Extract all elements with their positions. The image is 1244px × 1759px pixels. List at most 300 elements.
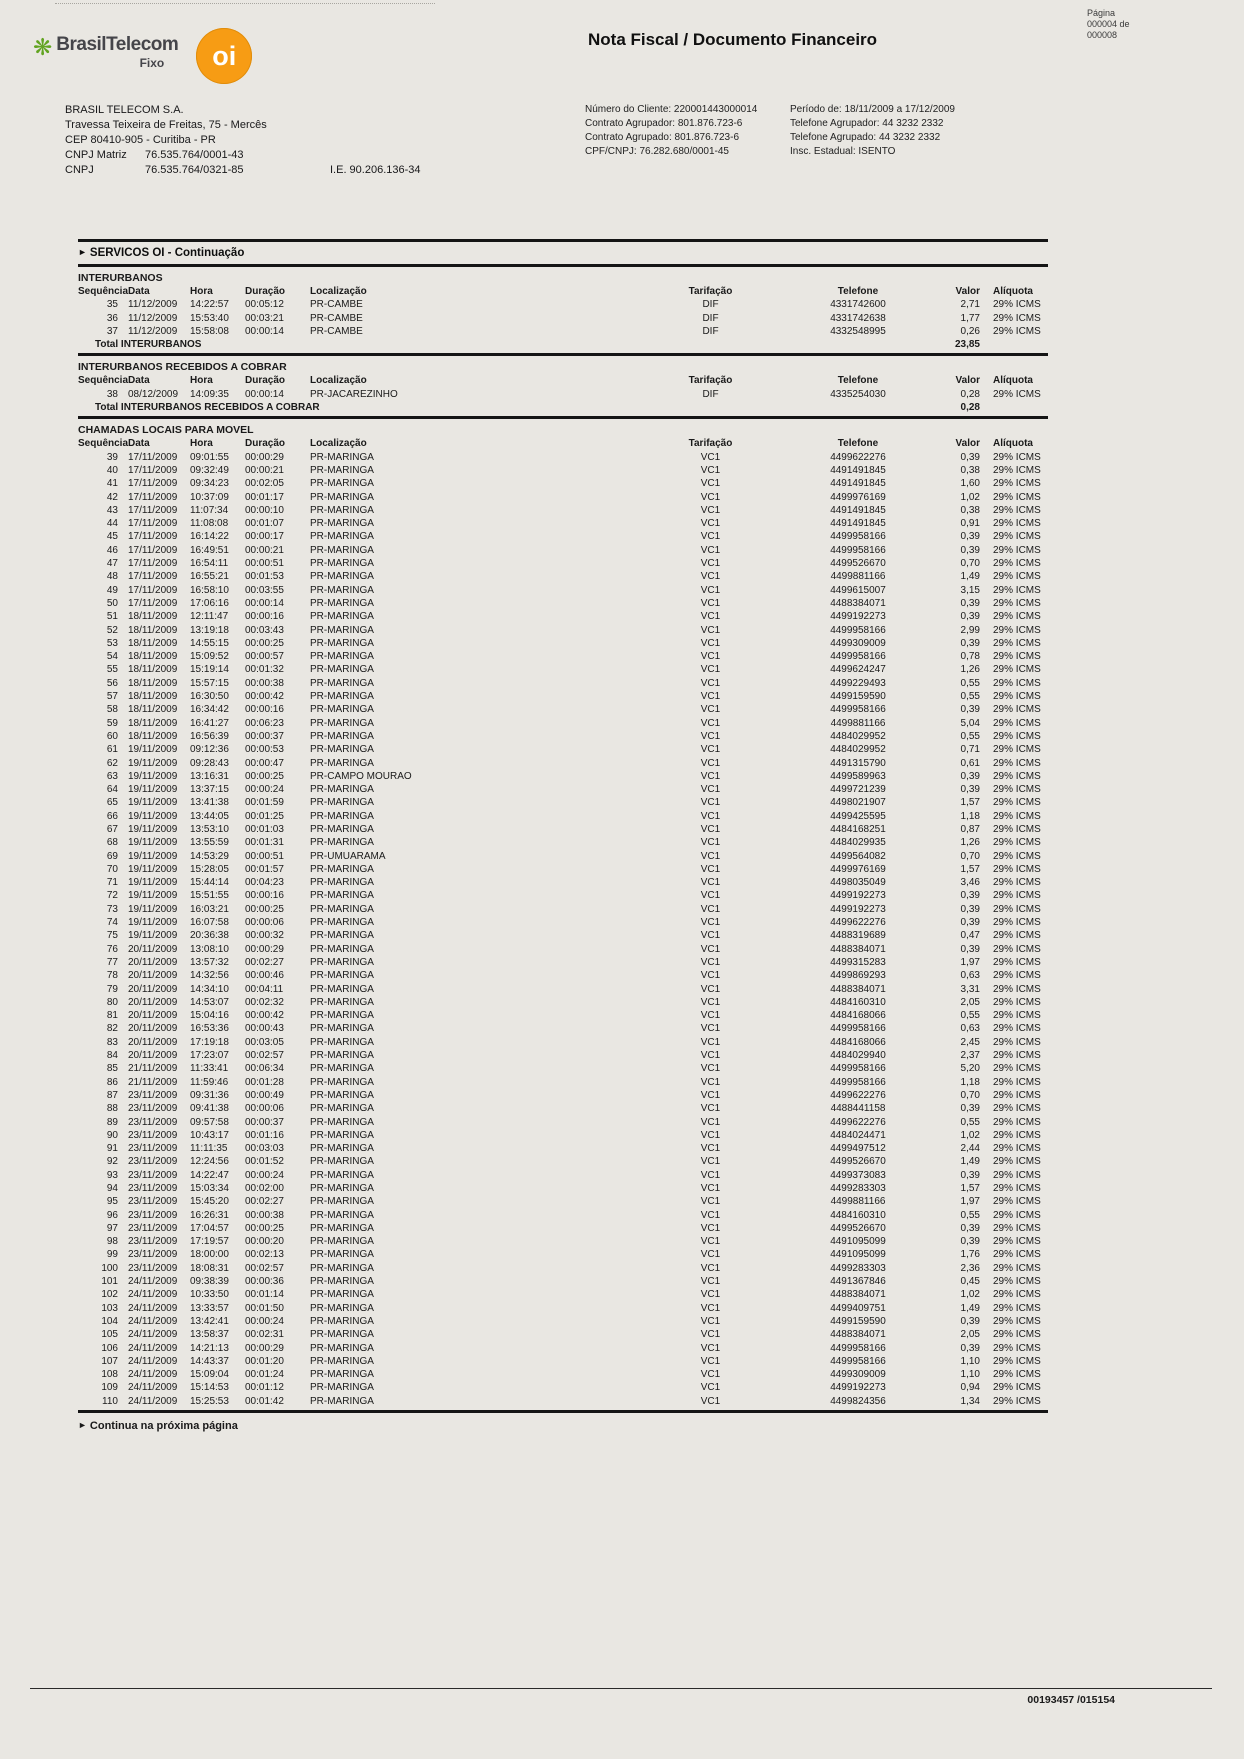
cell-duracao: 00:00:37 bbox=[245, 730, 284, 742]
cell-tarifacao: VC1 bbox=[700, 1089, 721, 1101]
cell-valor: 0,39 bbox=[960, 1222, 980, 1234]
cell-localizacao: PR-MARINGA bbox=[310, 1289, 374, 1301]
table-row bbox=[78, 663, 1048, 676]
cell-data: 24/11/2009 bbox=[128, 1342, 178, 1354]
cell-data: 19/11/2009 bbox=[128, 903, 178, 915]
cell-localizacao: PR-MARINGA bbox=[310, 1089, 374, 1101]
cell-telefone: 4498035049 bbox=[830, 877, 886, 889]
cell-data: 23/11/2009 bbox=[128, 1143, 178, 1155]
cell-duracao: 00:00:06 bbox=[245, 917, 284, 929]
cell-hora: 15:51:55 bbox=[190, 890, 229, 902]
cell-tarifacao: VC1 bbox=[700, 491, 721, 503]
cell-sequencia: 81 bbox=[106, 1010, 118, 1022]
cell-telefone: 4484160310 bbox=[830, 1209, 886, 1221]
table-row bbox=[78, 1302, 1048, 1315]
cell-hora: 10:37:09 bbox=[190, 491, 229, 503]
cell-valor: 0,39 bbox=[960, 704, 980, 716]
cell-tarifacao: VC1 bbox=[700, 597, 721, 609]
cell-data: 23/11/2009 bbox=[128, 1183, 178, 1194]
table-title: CHAMADAS LOCAIS PARA MOVEL bbox=[78, 424, 254, 437]
cell-hora: 13:41:38 bbox=[190, 797, 229, 809]
cell-aliquota: 29% ICMS bbox=[993, 491, 1041, 503]
cell-telefone: 4499564082 bbox=[830, 850, 886, 862]
cell-data: 19/11/2009 bbox=[128, 823, 178, 835]
customer-number: Número do Cliente: 220001443000014 bbox=[585, 104, 758, 115]
table-row bbox=[78, 544, 1048, 557]
cell-hora: 17:19:18 bbox=[190, 1036, 229, 1048]
table-row bbox=[78, 1062, 1048, 1075]
cell-aliquota: 29% ICMS bbox=[993, 651, 1041, 663]
cell-tarifacao: VC1 bbox=[700, 1329, 721, 1341]
cell-hora: 16:53:36 bbox=[190, 1023, 229, 1035]
table-row bbox=[78, 903, 1048, 916]
cell-data: 18/11/2009 bbox=[128, 664, 178, 676]
cell-valor: 0,39 bbox=[960, 611, 980, 623]
cell-hora: 15:09:52 bbox=[190, 651, 229, 663]
cell-hora: 13:53:10 bbox=[190, 823, 229, 835]
cell-sequencia: 106 bbox=[101, 1342, 118, 1354]
cell-valor: 0,70 bbox=[960, 850, 980, 862]
cell-duracao: 00:00:21 bbox=[245, 464, 284, 476]
cell-telefone: 4491367846 bbox=[830, 1276, 886, 1288]
cell-duracao: 00:00:14 bbox=[245, 388, 284, 400]
cell-localizacao: PR-MARINGA bbox=[310, 797, 374, 809]
cell-valor: 0,39 bbox=[960, 1342, 980, 1354]
cell-aliquota: 29% ICMS bbox=[993, 850, 1041, 862]
continuation-marker-icon: ► bbox=[78, 1420, 87, 1431]
cell-localizacao: PR-MARINGA bbox=[310, 1116, 374, 1128]
table-row bbox=[78, 298, 1048, 311]
cell-telefone: 4488384071 bbox=[830, 1329, 886, 1341]
column-header-hora: Hora bbox=[190, 438, 213, 450]
table-title: INTERURBANOS RECEBIDOS A COBRAR bbox=[78, 361, 287, 374]
cell-data: 17/11/2009 bbox=[128, 451, 178, 463]
cell-aliquota: 29% ICMS bbox=[993, 784, 1041, 796]
cell-valor: 2,05 bbox=[960, 996, 980, 1008]
cell-duracao: 00:00:49 bbox=[245, 1089, 284, 1101]
cell-localizacao: PR-MARINGA bbox=[310, 1222, 374, 1234]
cell-valor: 0,55 bbox=[960, 1010, 980, 1022]
cell-data: 24/11/2009 bbox=[128, 1289, 178, 1301]
cell-data: 23/11/2009 bbox=[128, 1196, 178, 1208]
cell-hora: 13:55:59 bbox=[190, 837, 229, 849]
cell-aliquota: 29% ICMS bbox=[993, 970, 1041, 982]
cell-data: 17/11/2009 bbox=[128, 504, 178, 516]
table-row bbox=[78, 1009, 1048, 1022]
cell-hora: 09:41:38 bbox=[190, 1103, 229, 1115]
cell-data: 19/11/2009 bbox=[128, 890, 178, 902]
cell-tarifacao: VC1 bbox=[700, 744, 721, 756]
cell-duracao: 00:00:16 bbox=[245, 611, 284, 623]
cell-telefone: 4332548995 bbox=[830, 325, 886, 337]
column-header-aliquota: Alíquota bbox=[993, 286, 1033, 297]
cell-sequencia: 46 bbox=[106, 544, 118, 556]
cell-tarifacao: VC1 bbox=[700, 730, 721, 742]
cell-duracao: 00:03:21 bbox=[245, 312, 284, 324]
table-row bbox=[78, 956, 1048, 969]
section-marker-icon: ► bbox=[78, 247, 87, 257]
cell-valor: 0,39 bbox=[960, 770, 980, 782]
cell-localizacao: PR-MARINGA bbox=[310, 1036, 374, 1048]
cell-tarifacao: VC1 bbox=[700, 1023, 721, 1035]
table-row bbox=[78, 1395, 1048, 1408]
cell-duracao: 00:01:28 bbox=[245, 1076, 284, 1088]
cell-sequencia: 65 bbox=[106, 797, 118, 809]
table-row bbox=[78, 889, 1048, 902]
cell-hora: 16:03:21 bbox=[190, 903, 229, 915]
table-row bbox=[78, 517, 1048, 530]
cell-valor: 3,46 bbox=[960, 877, 980, 889]
cell-hora: 16:30:50 bbox=[190, 691, 229, 703]
cell-valor: 1,49 bbox=[960, 571, 980, 583]
cell-sequencia: 57 bbox=[106, 691, 118, 703]
cell-duracao: 00:00:06 bbox=[245, 1103, 284, 1115]
cell-data: 20/11/2009 bbox=[128, 983, 178, 995]
cell-data: 11/12/2009 bbox=[128, 325, 178, 337]
cell-tarifacao: VC1 bbox=[700, 1103, 721, 1115]
table-row bbox=[78, 730, 1048, 743]
cell-tarifacao: DIF bbox=[702, 312, 719, 324]
cell-valor: 2,71 bbox=[960, 299, 980, 311]
cell-data: 20/11/2009 bbox=[128, 970, 178, 982]
cell-valor: 1,60 bbox=[960, 478, 980, 490]
oi-logo bbox=[196, 28, 252, 84]
cell-data: 17/11/2009 bbox=[128, 531, 178, 543]
table-row bbox=[78, 690, 1048, 703]
cell-tarifacao: VC1 bbox=[700, 651, 721, 663]
cell-localizacao: PR-MARINGA bbox=[310, 810, 374, 822]
table-row bbox=[78, 1315, 1048, 1328]
column-header-duracao: Duração bbox=[245, 375, 286, 387]
cnpj-value: 76.535.764/0321-85 bbox=[145, 164, 244, 176]
cell-telefone: 4499958166 bbox=[830, 1063, 886, 1075]
cell-tarifacao: VC1 bbox=[700, 1129, 721, 1141]
cell-telefone: 4491095099 bbox=[830, 1236, 886, 1248]
cell-sequencia: 110 bbox=[102, 1395, 118, 1407]
cell-localizacao: PR-MARINGA bbox=[310, 691, 374, 703]
total-value: 0,28 bbox=[960, 402, 980, 414]
page-indicator bbox=[1087, 8, 1130, 41]
cell-sequencia: 66 bbox=[106, 810, 118, 822]
cell-duracao: 00:00:47 bbox=[245, 757, 284, 769]
column-header-localizacao: Localização bbox=[310, 438, 367, 450]
table-row bbox=[78, 743, 1048, 756]
telefone-agrupador: Telefone Agrupador: 44 3232 2332 bbox=[790, 118, 944, 129]
cell-duracao: 00:00:29 bbox=[245, 1342, 284, 1354]
cell-sequencia: 84 bbox=[106, 1050, 118, 1062]
cell-hora: 13:42:41 bbox=[190, 1315, 229, 1327]
column-header-tarifacao: Tarifação bbox=[688, 286, 733, 297]
cell-aliquota: 29% ICMS bbox=[993, 1129, 1041, 1141]
cell-aliquota: 29% ICMS bbox=[993, 837, 1041, 849]
cell-tarifacao: VC1 bbox=[700, 544, 721, 556]
cell-localizacao: PR-MARINGA bbox=[310, 837, 374, 849]
cell-duracao: 00:00:14 bbox=[245, 597, 284, 609]
cell-duracao: 00:00:37 bbox=[245, 1116, 284, 1128]
cell-valor: 0,63 bbox=[960, 970, 980, 982]
table-row bbox=[78, 1235, 1048, 1248]
cell-hora: 13:33:57 bbox=[190, 1302, 229, 1314]
cell-telefone: 4499497512 bbox=[830, 1143, 886, 1155]
cell-aliquota: 29% ICMS bbox=[993, 1369, 1041, 1381]
column-header-hora: Hora bbox=[190, 375, 213, 387]
cell-tarifacao: VC1 bbox=[700, 930, 721, 942]
cell-valor: 1,77 bbox=[960, 312, 980, 324]
cell-hora: 14:53:07 bbox=[190, 996, 229, 1008]
cell-duracao: 00:00:24 bbox=[245, 1315, 284, 1327]
cell-telefone: 4484168251 bbox=[830, 823, 886, 835]
cell-hora: 16:26:31 bbox=[190, 1209, 229, 1221]
cell-hora: 15:57:15 bbox=[190, 677, 229, 689]
cell-hora: 14:34:10 bbox=[190, 983, 229, 995]
cell-telefone: 4484168066 bbox=[830, 1010, 886, 1022]
contrato-agrupado: Contrato Agrupado: 801.876.723-6 bbox=[585, 132, 740, 143]
cell-valor: 0,39 bbox=[960, 903, 980, 915]
table-row bbox=[78, 1222, 1048, 1235]
cell-hora: 15:45:20 bbox=[190, 1196, 229, 1208]
cell-sequencia: 62 bbox=[106, 757, 118, 769]
cell-valor: 0,91 bbox=[960, 518, 980, 530]
cell-tarifacao: VC1 bbox=[700, 1302, 721, 1314]
cell-telefone: 4484024471 bbox=[830, 1129, 886, 1141]
cell-tarifacao: VC1 bbox=[700, 664, 721, 676]
cell-hora: 09:12:36 bbox=[190, 744, 229, 756]
cell-valor: 0,39 bbox=[960, 451, 980, 463]
cell-tarifacao: VC1 bbox=[700, 1315, 721, 1327]
cell-telefone: 4331742600 bbox=[830, 299, 886, 311]
cell-duracao: 00:00:10 bbox=[245, 504, 284, 516]
cell-aliquota: 29% ICMS bbox=[993, 544, 1041, 556]
cell-hora: 09:57:58 bbox=[190, 1116, 229, 1128]
cell-sequencia: 82 bbox=[106, 1023, 118, 1035]
cell-sequencia: 51 bbox=[106, 611, 118, 623]
brasiltelecom-logo-text bbox=[56, 28, 178, 70]
cell-tarifacao: VC1 bbox=[700, 1262, 721, 1274]
column-header-telefone: Telefone bbox=[837, 286, 879, 297]
table-row bbox=[78, 916, 1048, 929]
cell-hora: 11:59:46 bbox=[190, 1076, 229, 1088]
cell-aliquota: 29% ICMS bbox=[993, 1010, 1041, 1022]
table-row bbox=[78, 570, 1048, 583]
cell-tarifacao: VC1 bbox=[700, 1050, 721, 1062]
cell-sequencia: 64 bbox=[106, 784, 118, 796]
cell-localizacao: PR-MARINGA bbox=[310, 664, 374, 676]
table-row bbox=[78, 1089, 1048, 1102]
cell-aliquota: 29% ICMS bbox=[993, 611, 1041, 623]
cell-valor: 0,55 bbox=[960, 677, 980, 689]
total-value: 23,85 bbox=[954, 339, 980, 351]
column-header-valor: Valor bbox=[955, 286, 980, 297]
cell-tarifacao: VC1 bbox=[700, 983, 721, 995]
cell-valor: 0,39 bbox=[960, 943, 980, 955]
cell-tarifacao: VC1 bbox=[700, 1036, 721, 1048]
cell-valor: 0,39 bbox=[960, 890, 980, 902]
cell-valor: 1,26 bbox=[960, 837, 980, 849]
cnpj-matriz-label: CNPJ Matriz bbox=[65, 149, 127, 161]
cell-data: 20/11/2009 bbox=[128, 996, 178, 1008]
cell-data: 24/11/2009 bbox=[128, 1315, 178, 1327]
cell-tarifacao: VC1 bbox=[700, 757, 721, 769]
cell-data: 24/11/2009 bbox=[128, 1276, 178, 1288]
cell-telefone: 4499622276 bbox=[830, 1089, 886, 1101]
cell-data: 20/11/2009 bbox=[128, 1010, 178, 1022]
cell-data: 11/12/2009 bbox=[128, 312, 178, 324]
cell-localizacao: PR-MARINGA bbox=[310, 1276, 374, 1288]
section-divider bbox=[78, 353, 1048, 356]
cell-valor: 0,39 bbox=[960, 544, 980, 556]
cell-aliquota: 29% ICMS bbox=[993, 930, 1041, 942]
cell-tarifacao: VC1 bbox=[700, 1156, 721, 1168]
cell-aliquota: 29% ICMS bbox=[993, 1395, 1041, 1407]
cell-hora: 17:23:07 bbox=[190, 1050, 229, 1062]
cell-telefone: 4499192273 bbox=[830, 611, 886, 623]
cell-telefone: 4499958166 bbox=[830, 1355, 886, 1367]
cell-data: 23/11/2009 bbox=[128, 1129, 178, 1141]
cell-localizacao: PR-MARINGA bbox=[310, 956, 374, 968]
cell-aliquota: 29% ICMS bbox=[993, 1143, 1041, 1155]
cell-sequencia: 87 bbox=[106, 1089, 118, 1101]
cell-hora: 14:43:37 bbox=[190, 1355, 229, 1367]
cell-data: 24/11/2009 bbox=[128, 1395, 178, 1407]
table-header-row bbox=[78, 437, 1048, 450]
cell-tarifacao: VC1 bbox=[700, 797, 721, 809]
cell-telefone: 4488319689 bbox=[830, 930, 886, 942]
cell-sequencia: 36 bbox=[106, 312, 118, 324]
cell-hora: 09:32:49 bbox=[190, 464, 229, 476]
cell-telefone: 4484029952 bbox=[830, 744, 886, 756]
cell-duracao: 00:00:24 bbox=[245, 784, 284, 796]
cell-tarifacao: VC1 bbox=[700, 704, 721, 716]
table-total-row bbox=[78, 338, 1048, 351]
cell-telefone: 4499159590 bbox=[830, 691, 886, 703]
cell-duracao: 00:00:14 bbox=[245, 325, 284, 337]
cell-duracao: 00:05:12 bbox=[245, 299, 284, 311]
cell-telefone: 4499315283 bbox=[830, 956, 886, 968]
cell-sequencia: 37 bbox=[106, 325, 118, 337]
cell-valor: 1,26 bbox=[960, 664, 980, 676]
cell-telefone: 4499869293 bbox=[830, 970, 886, 982]
cell-telefone: 4499958166 bbox=[830, 1076, 886, 1088]
cell-aliquota: 29% ICMS bbox=[993, 996, 1041, 1008]
cell-aliquota: 29% ICMS bbox=[993, 597, 1041, 609]
cell-aliquota: 29% ICMS bbox=[993, 312, 1041, 324]
cell-data: 23/11/2009 bbox=[128, 1249, 178, 1261]
cell-localizacao: PR-MARINGA bbox=[310, 730, 374, 742]
cell-hora: 14:55:15 bbox=[190, 637, 229, 649]
cell-sequencia: 68 bbox=[106, 837, 118, 849]
cell-tarifacao: VC1 bbox=[700, 691, 721, 703]
table-row bbox=[78, 796, 1048, 809]
cell-sequencia: 67 bbox=[106, 823, 118, 835]
cell-data: 20/11/2009 bbox=[128, 1023, 178, 1035]
table-row bbox=[78, 850, 1048, 863]
cell-sequencia: 43 bbox=[106, 504, 118, 516]
cell-hora: 14:22:47 bbox=[190, 1169, 229, 1181]
cell-hora: 10:43:17 bbox=[190, 1129, 229, 1141]
cell-aliquota: 29% ICMS bbox=[993, 1063, 1041, 1075]
cell-sequencia: 75 bbox=[106, 930, 118, 942]
cell-duracao: 00:00:46 bbox=[245, 970, 284, 982]
cell-aliquota: 29% ICMS bbox=[993, 890, 1041, 902]
cell-hora: 18:00:00 bbox=[190, 1249, 229, 1261]
cell-duracao: 00:04:23 bbox=[245, 877, 284, 889]
cell-localizacao: PR-MARINGA bbox=[310, 544, 374, 556]
cell-localizacao: PR-MARINGA bbox=[310, 1183, 374, 1194]
cell-data: 08/12/2009 bbox=[128, 388, 179, 400]
cell-hora: 15:14:53 bbox=[190, 1382, 229, 1394]
table-row bbox=[78, 876, 1048, 889]
cell-aliquota: 29% ICMS bbox=[993, 637, 1041, 649]
cell-sequencia: 42 bbox=[106, 491, 118, 503]
column-header-telefone: Telefone bbox=[837, 375, 879, 387]
cell-aliquota: 29% ICMS bbox=[993, 325, 1041, 337]
cell-tarifacao: VC1 bbox=[700, 1355, 721, 1367]
cell-localizacao: PR-MARINGA bbox=[310, 943, 374, 955]
cell-tarifacao: VC1 bbox=[700, 624, 721, 636]
cell-valor: 2,44 bbox=[960, 1143, 980, 1155]
cell-telefone: 4499589963 bbox=[830, 770, 886, 782]
cell-duracao: 00:01:42 bbox=[245, 1395, 284, 1407]
cell-data: 18/11/2009 bbox=[128, 624, 178, 636]
cell-sequencia: 47 bbox=[106, 558, 118, 570]
table-row bbox=[78, 1049, 1048, 1062]
cell-sequencia: 109 bbox=[101, 1382, 118, 1394]
cell-hora: 16:14:22 bbox=[190, 531, 229, 543]
cell-localizacao: PR-MARINGA bbox=[310, 651, 374, 663]
cell-sequencia: 89 bbox=[106, 1116, 118, 1128]
cell-duracao: 00:06:23 bbox=[245, 717, 284, 729]
table-row bbox=[78, 823, 1048, 836]
cell-tarifacao: VC1 bbox=[700, 1010, 721, 1022]
inscricao-estadual: Insc. Estadual: ISENTO bbox=[790, 146, 896, 157]
table-row bbox=[78, 1076, 1048, 1089]
table-row bbox=[78, 810, 1048, 823]
cell-tarifacao: VC1 bbox=[700, 637, 721, 649]
cell-telefone: 4499881166 bbox=[830, 1196, 886, 1208]
section-title-text: SERVICOS OI - Continuação bbox=[89, 247, 245, 259]
cell-telefone: 4499824356 bbox=[830, 1395, 886, 1407]
cell-sequencia: 105 bbox=[101, 1329, 118, 1341]
cell-telefone: 4499622276 bbox=[830, 1116, 886, 1128]
cell-aliquota: 29% ICMS bbox=[993, 983, 1041, 995]
cell-duracao: 00:00:16 bbox=[245, 704, 284, 716]
cell-data: 24/11/2009 bbox=[128, 1355, 178, 1367]
cell-aliquota: 29% ICMS bbox=[993, 1342, 1041, 1354]
cell-telefone: 4499309009 bbox=[830, 637, 886, 649]
column-header-hora: Hora bbox=[190, 286, 213, 297]
cell-telefone: 4498021907 bbox=[830, 797, 886, 809]
cell-tarifacao: VC1 bbox=[700, 890, 721, 902]
cell-localizacao: PR-MARINGA bbox=[310, 1103, 374, 1115]
brasiltelecom-fixo-label: Fixo bbox=[139, 56, 165, 70]
cell-duracao: 00:00:25 bbox=[245, 770, 284, 782]
cell-hora: 14:22:57 bbox=[190, 299, 229, 311]
cell-localizacao: PR-MARINGA bbox=[310, 478, 374, 490]
cell-duracao: 00:00:29 bbox=[245, 943, 284, 955]
cell-sequencia: 38 bbox=[106, 388, 118, 400]
cell-sequencia: 86 bbox=[106, 1076, 118, 1088]
cell-valor: 1,02 bbox=[960, 1289, 980, 1301]
cell-duracao: 00:00:25 bbox=[245, 1222, 284, 1234]
section-divider bbox=[78, 1410, 1048, 1413]
cell-valor: 1,18 bbox=[960, 1076, 980, 1088]
cell-tarifacao: VC1 bbox=[700, 1249, 721, 1261]
cell-localizacao: PR-MARINGA bbox=[310, 1063, 374, 1075]
cell-telefone: 4499526670 bbox=[830, 1222, 886, 1234]
cell-telefone: 4484029940 bbox=[830, 1050, 886, 1062]
column-header-data: Data bbox=[128, 375, 150, 387]
cell-data: 19/11/2009 bbox=[128, 837, 178, 849]
